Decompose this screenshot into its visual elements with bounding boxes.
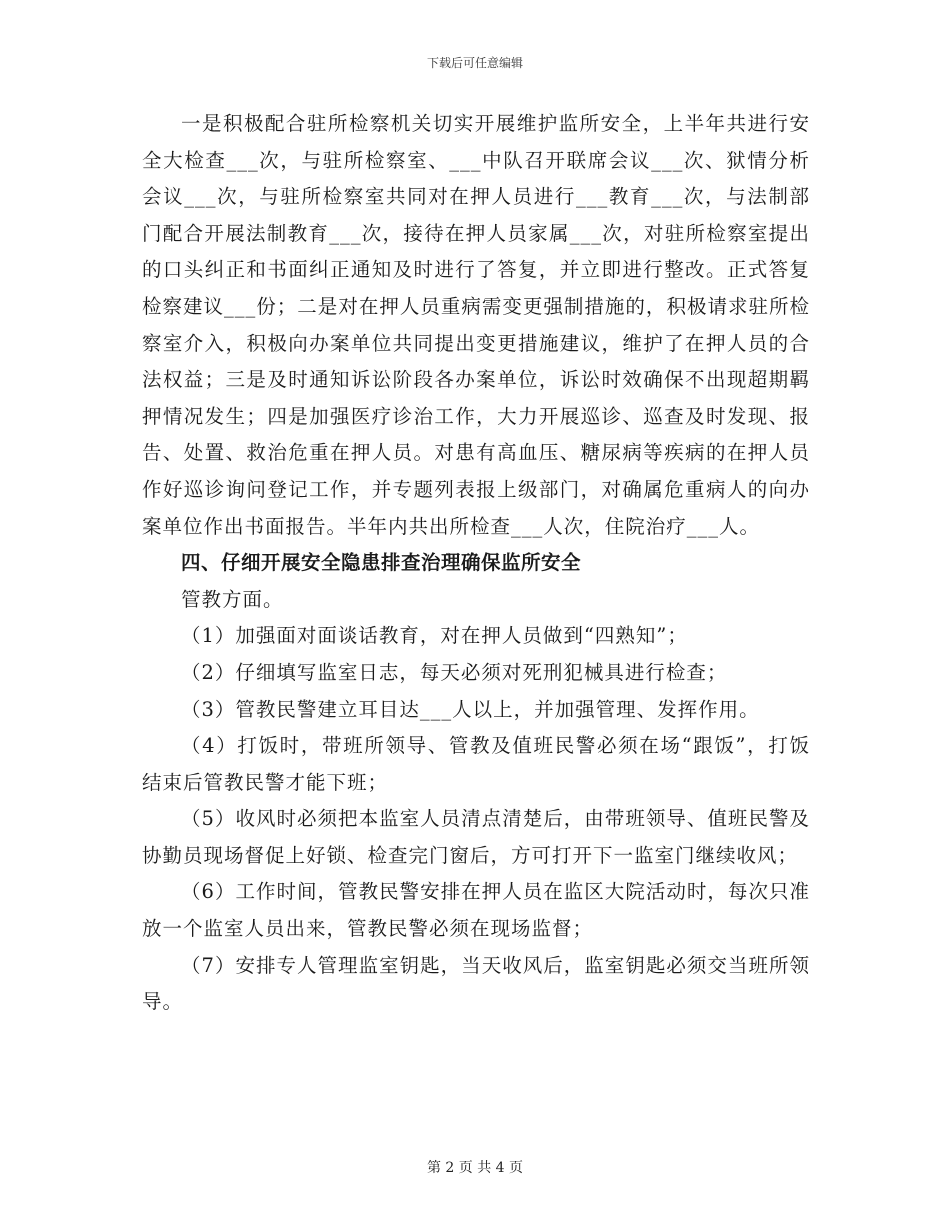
list-item-4: （4）打饭时，带班所领导、管教及值班民警必须在场“跟饭”，打饭结束后管教民警才能下班； [142,734,810,794]
list-item-7: （7）安排专人管理监室钥匙，当天收风后，监室钥匙必须交当班所领导。 [142,953,810,1014]
list-item-2: （2）仔细填写监室日志，每天必须对死刑犯械具进行检查； [181,660,728,684]
section-heading-four: 四、仔细开展安全隐患排查治理确保监所安全 [181,551,582,575]
document-body [142,106,810,1021]
page-footer: 第 2 页 共 4 页 [426,1160,524,1176]
paragraph-management-intro: 管教方面。 [181,587,284,611]
list-item-6: （6）工作时间，管教民警安排在押人员在监区大院活动时，每次只准放一个监室人员出来，管教民警必须在现场监督； [142,880,810,941]
paragraph-prosecution-cooperation: 一是积极配合驻所检察机关切实开展维护监所安全，上半年共进行安全大检查___次，与驻所检察室、___中队召开联席会议___次、狱情分析会议___次，与驻所检察室共同对在押人员进行___教育___次，与法制部门配合开展法制教育___次，接待在押人员家属___次，对驻所检察室提出的口头纠正和书面纠正通知及时进行了答复，并立即进行整改。正式答复检察建议___份；二是对在押人员重病需变更强制措施的，积极请求驻所检察室介入，积极向办案单位共同提出变更措施建议，维护了在押人员的合法权益；三是及时通知诉讼阶段各办案单位，诉讼时效确保不出现超期羁押情况发生；四是加强医疗诊治工作，大力开展巡诊、巡查及时发现、报告、处置、救治危重在押人员。对患有高血压、糖尿病等疾病的在押人员作好巡诊询问登记工作，并专题列表报上级部门，对确属危重病人的向办案单位作出书面报告。半年内共出所检查___人次，住院治疗___人。 [142,112,810,538]
page-header: 下载后可任意编辑 [426,56,523,70]
list-item-5: （5）收风时必须把本监室人员清点清楚后，由带班领导、值班民警及协勤员现场督促上好锁、检查完门窗后，方可打开下一监室门继续收风； [142,807,810,867]
list-item-1: （1）加强面对面谈话教育，对在押人员做到“四熟知”； [181,624,688,648]
list-item-3: （3）管教民警建立耳目达___人以上，并加强管理、发挥作用。 [181,697,760,721]
